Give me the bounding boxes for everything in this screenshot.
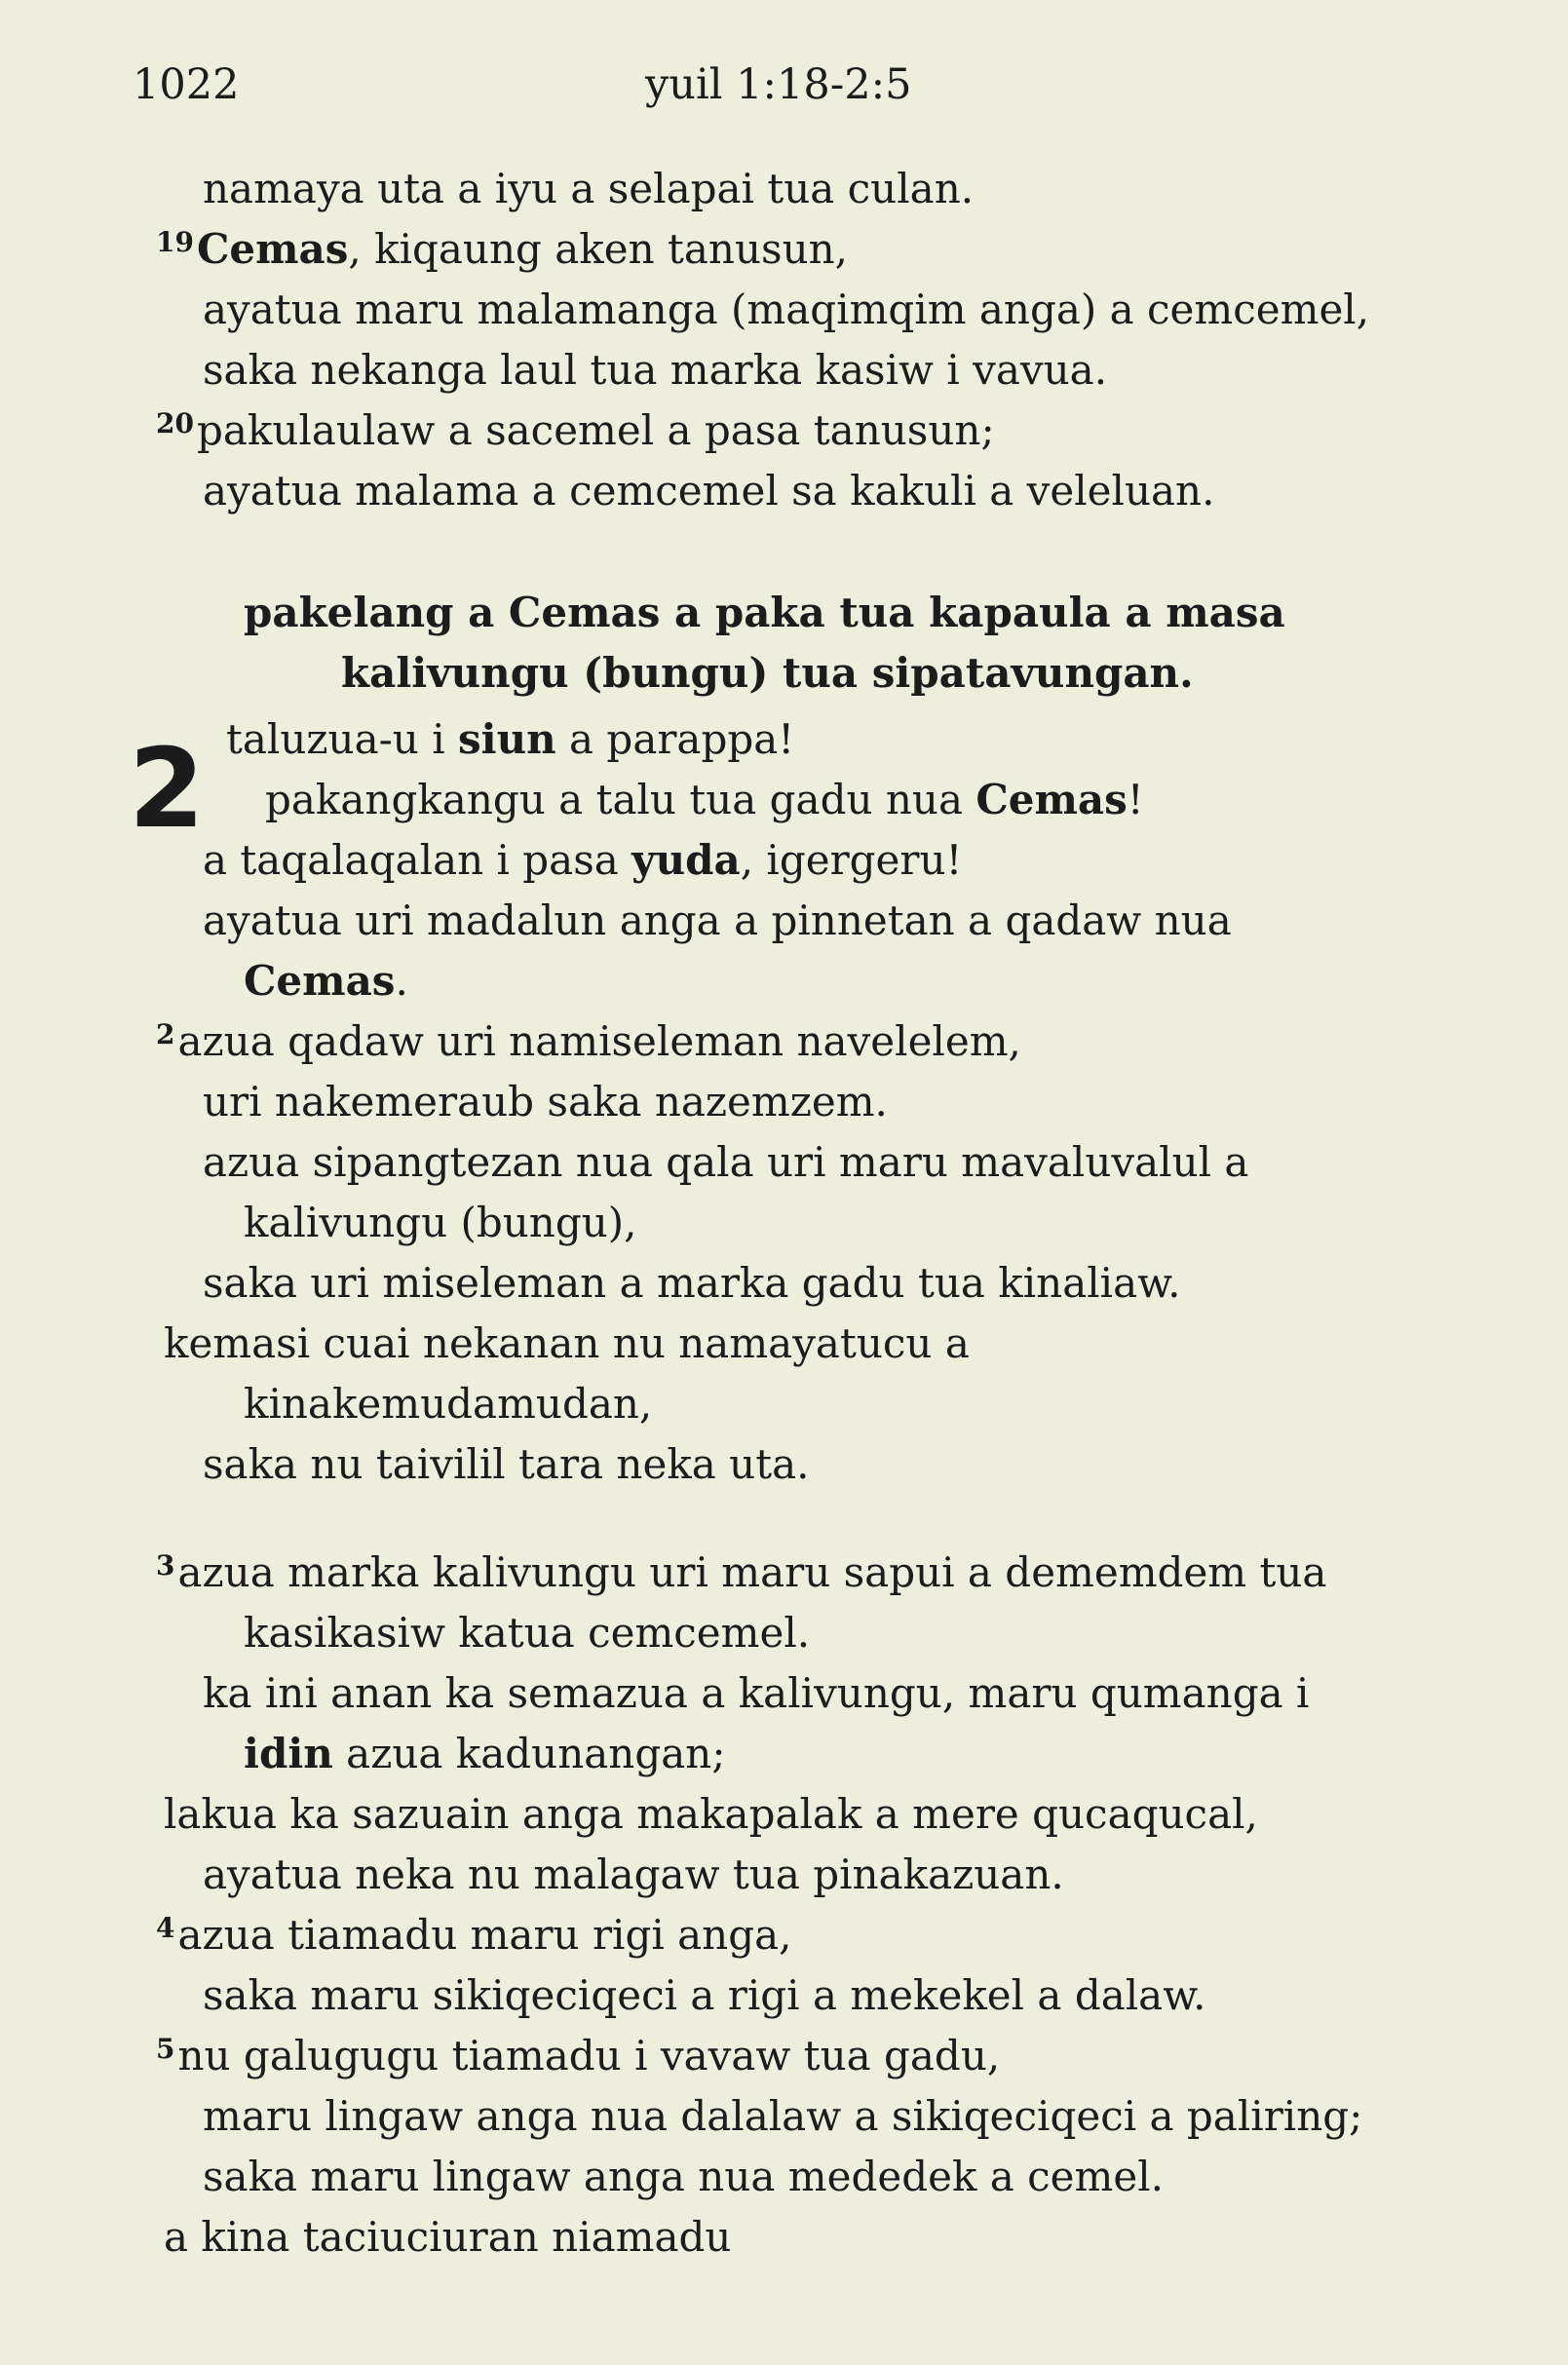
text-line: namaya uta a iyu a selapai tua culan. — [203, 165, 975, 212]
text-line: a taqalaqalan i pasa yuda, igergeru! — [203, 836, 963, 884]
text-line: ayatua maru malamanga (maqimqim anga) a cemcemel, — [203, 286, 1370, 333]
text-line: idin azua kadunangan; — [244, 1730, 726, 1777]
text-line: kemasi cuai nekanan nu namayatucu a — [164, 1319, 970, 1367]
text-line: saka uri miseleman a marka gadu tua kinaliaw. — [203, 1259, 1181, 1307]
text-line: saka maru sikiqeciqeci a rigi a mekekel a dalaw. — [203, 1971, 1206, 2019]
text-line: kinakemudamudan, — [244, 1380, 653, 1428]
text-line: ka ini anan ka semazua a kalivungu, maru qumanga i — [203, 1669, 1310, 1717]
section-heading: kalivungu (bungu) tua sipatavungan. — [341, 649, 1194, 697]
section-heading: pakelang a Cemas a paka tua kapaula a masa — [244, 589, 1285, 636]
text-line: $^4$azua tiamadu maru rigi anga, — [156, 1911, 792, 1959]
text-line: saka nekanga laul tua marka kasiw i vavua. — [203, 346, 1108, 394]
verse-number: 2 — [156, 1018, 175, 1050]
text-line: ayatua malama a cemcemel sa kakuli a veleluan. — [203, 467, 1215, 515]
verse-number: 5 — [156, 2033, 175, 2065]
text-line: ayatua uri madalun anga a pinnetan a qadaw nua — [203, 896, 1232, 944]
text-line: $^5$nu galugugu tiamadu i vavaw tua gadu, — [156, 2032, 1001, 2079]
verse-number: 20 — [156, 407, 194, 439]
verse-number: 3 — [156, 1549, 175, 1582]
page-header — [0, 60, 1568, 129]
verse-number: 4 — [156, 1912, 175, 1944]
text-line: $^{19}$Cemas, kiqaung aken tanusun, — [156, 225, 849, 273]
text-line: $^2$azua qadaw uri namiseleman navelelem, — [156, 1017, 1021, 1065]
text-line: azua sipangtezan nua qala uri maru mavaluvalul a — [203, 1138, 1249, 1186]
text-line: maru lingaw anga nua dalalaw a sikiqeciqeci a paliring; — [203, 2092, 1363, 2140]
text-line: saka nu taivilil tara neka uta. — [203, 1440, 810, 1488]
text-line: $^{20}$pakulaulaw a sacemel a pasa tanusun; — [156, 406, 995, 454]
text-line: $^3$azua marka kalivungu uri maru sapui a dememdem tua — [156, 1548, 1327, 1596]
chapter-verse-reference: yuil 1:18-2:5 — [645, 60, 912, 109]
text-line: pakangkangu a talu tua gadu nua Cemas! — [265, 776, 1144, 823]
text-line: lakua ka sazuain anga makapalak a mere qucaqucal, — [164, 1790, 1258, 1838]
text-line: ayatua neka nu malagaw tua pinakazuan. — [203, 1850, 1064, 1898]
text-line: a kina taciuciuran niamadu — [164, 2213, 732, 2261]
chapter-number: 2 — [129, 726, 205, 853]
text-line: kasikasiw katua cemcemel. — [244, 1609, 811, 1657]
text-line: saka maru lingaw anga nua mededek a cemel. — [203, 2153, 1164, 2200]
text-line: kalivungu (bungu), — [244, 1199, 637, 1246]
page-number: 1022 — [133, 60, 240, 109]
text-line: uri nakemeraub saka nazemzem. — [203, 1078, 888, 1125]
verse-number: 19 — [156, 226, 194, 258]
text-line: Cemas. — [244, 957, 408, 1005]
text-line: taluzua-u i siun a parappa! — [226, 715, 795, 763]
